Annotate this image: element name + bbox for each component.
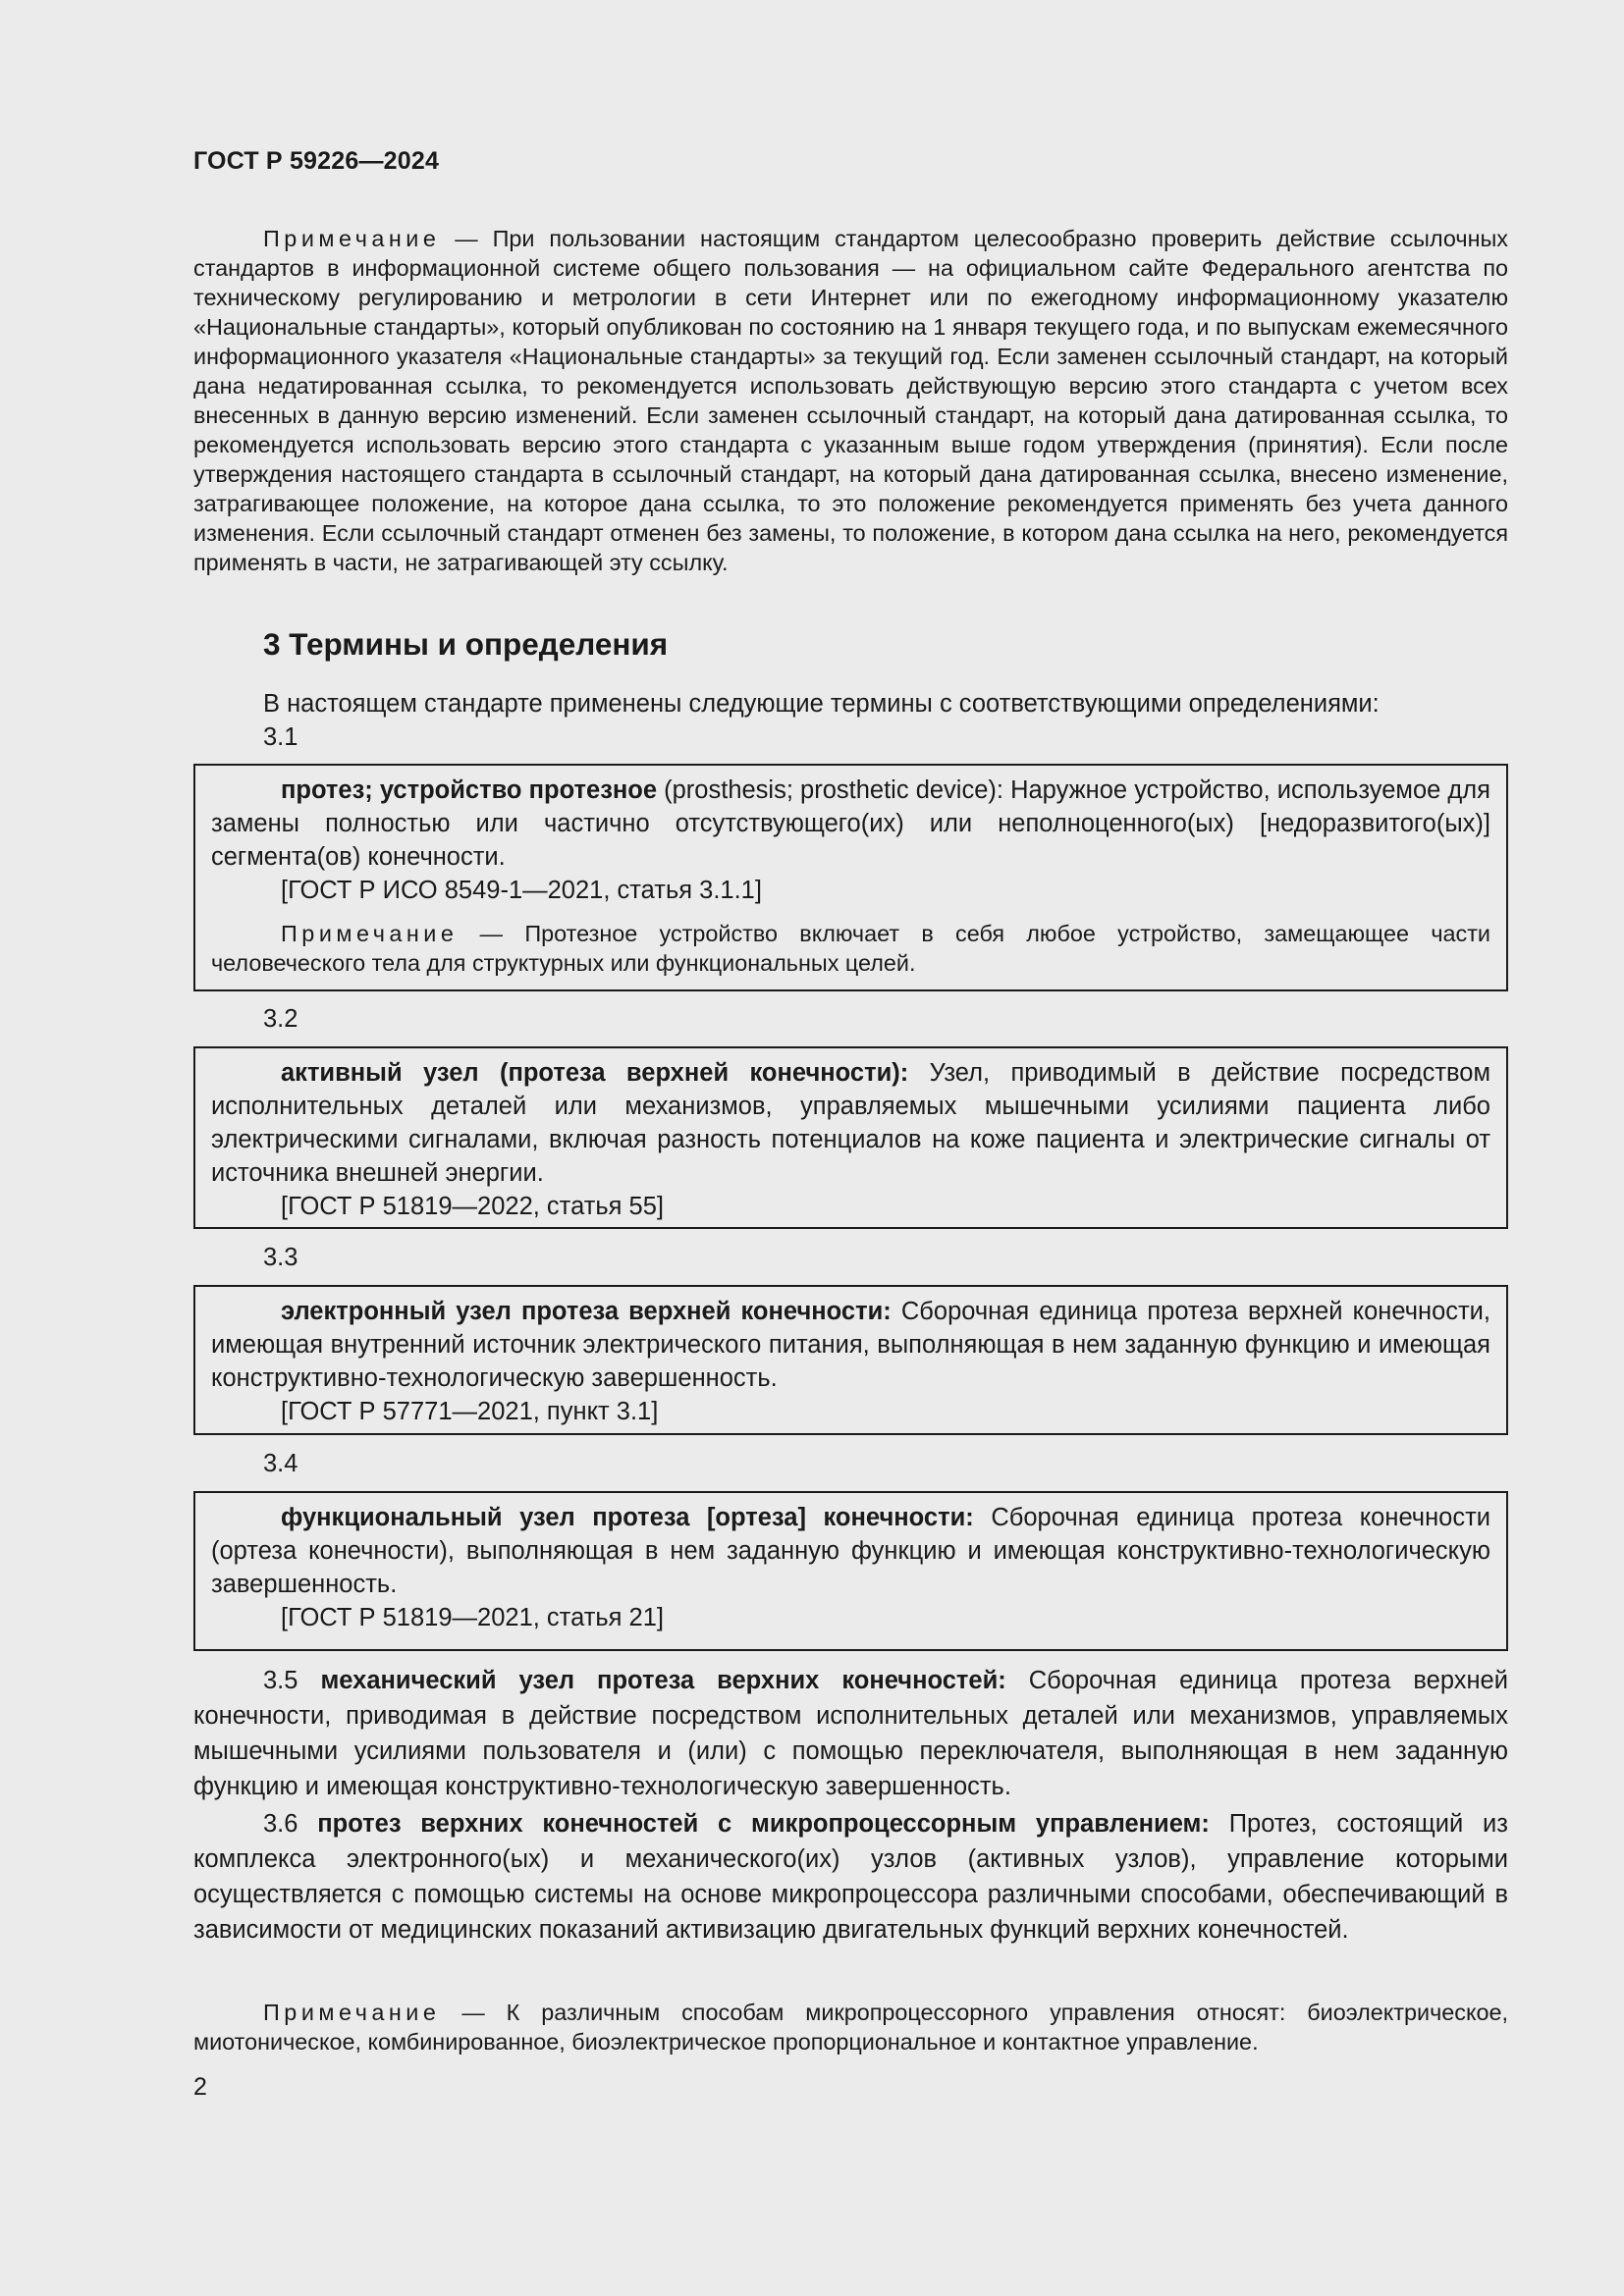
term-name: механический узел протеза верхних конечностей:: [320, 1667, 1006, 1694]
term-number: 3.6: [263, 1810, 298, 1838]
references-note: [193, 224, 1508, 577]
term-note: [211, 919, 1490, 978]
term-text: (prosthesis; prosthetic device): Наружное устройство, используемое для замены полностью или частично отсутствующего(их) или неполноценного(ых) [недоразвитого(ых)] сегмента(ов) конечности.: [211, 776, 1490, 871]
term-definition-box: [193, 1285, 1508, 1435]
term-definition-box: [193, 1491, 1508, 1651]
term-definition: [211, 774, 1490, 874]
term-name: функциональный узел протеза [ортеза] конечности:: [281, 1504, 974, 1531]
term-definition: [211, 1056, 1490, 1190]
term-source: [ГОСТ Р 57771—2021, пункт 3.1]: [281, 1398, 659, 1425]
term-text: Протез, состоящий из комплекса электронного(ых) и механического(их) узлов (активных узлов), управление которыми осуществляется с помощью системы на основе микропроцессора различными способами, обеспечивающий в зависимости от медицинских показаний активизацию двигательных функций верхних конечностей.: [193, 1810, 1508, 1944]
note-text: — Протезное устройство включает в себя любое устройство, замещающее части человеческого тела для структурных или функциональных целей.: [211, 921, 1490, 976]
term-definition: [211, 1295, 1490, 1395]
section-title: 3 Термины и определения: [263, 626, 669, 662]
term-name: протез; устройство протезное: [281, 776, 658, 804]
page-number: 2: [193, 2073, 207, 2101]
term-name: электронный узел протеза верхней конечности:: [281, 1298, 892, 1325]
term-definition-box: [193, 764, 1508, 991]
term-number: 3.3: [263, 1244, 298, 1271]
term-number: 3.5: [263, 1667, 298, 1694]
note-text: — При пользовании настоящим стандартом целесообразно проверить действие ссылочных стандартов в информационной системе общего пользования — на официальном сайте Федерального агентства по техническому регулированию и метрологии в сети Интернет или по ежегодному информационному указателю «Национальные стандарты», который опубликован по состоянию на 1 января текущего года, и по выпускам ежемесячного информационного указателя «Национальные стандарты» за текущий год. Если заменен ссылочный стандарт, на который дана недатированная ссылка, то рекомендуется использовать действующую версию этого стандарта с учетом всех внесенных в данную версию изменений. Если заменен ссылочный стандарт, на который дана датированная ссылка, то рекомендуется использовать версию этого стандарта с указанным выше годом утверждения (принятия). Если после утверждения настоящего стандарта в ссылочный стандарт, на который дана датированная ссылка, внесено изменение, затрагивающее положение, на которое дана ссылка, то это положение рекомендуется применять без учета данного изменения. Если ссылочный стандарт отменен без замены, то положение, в котором дана ссылка на него, рекомендуется применять в части, не затрагивающей эту ссылку.: [193, 226, 1508, 575]
term-definition-box: [193, 1046, 1508, 1229]
note-text: — К различным способам микропроцессорного управления относят: биоэлектрическое, миотоническое, комбинированное, биоэлектрическое пропорциональное и контактное управление.: [193, 2000, 1508, 2055]
term-source: [ГОСТ Р ИСО 8549-1—2021, статья 3.1.1]: [281, 877, 762, 904]
term-paragraph: [193, 1663, 1508, 1804]
note-label: Примечание: [281, 921, 459, 946]
term-number: 3.4: [263, 1450, 298, 1477]
term-text: Сборочная единица протеза верхней конечности, имеющая внутренний источник электрического питания, выполняющая в нем заданную функцию и имеющая конструктивно-технологическую завершенность.: [211, 1298, 1491, 1392]
term-name: протез верхних конечностей с микропроцессорным управлением:: [317, 1810, 1210, 1838]
term-name: активный узел (протеза верхней конечности):: [281, 1059, 909, 1087]
term-text: Сборочная единица протеза верхней конечности, приводимая в действие посредством исполнительных деталей или механизмов, управляемых мышечными усилиями пользователя и (или) с помощью переключателя, выполняющая в нем заданную функцию и имеющая конструктивно-технологическую завершенность.: [193, 1667, 1508, 1800]
term-definition: [211, 1501, 1490, 1601]
note-label: Примечание: [263, 226, 441, 251]
term-paragraph: [193, 1806, 1508, 1948]
term-source: [ГОСТ Р 51819—2021, статья 21]: [281, 1604, 664, 1631]
term-source: [ГОСТ Р 51819—2022, статья 55]: [281, 1193, 664, 1220]
term-text: Узел, приводимый в действие посредством исполнительных деталей или механизмов, управляемых мышечными усилиями пациента либо электрическими сигналами, включая разность потенциалов на коже пациента и электрические сигналы от источника внешней энергии.: [211, 1059, 1490, 1187]
term-number: 3.1: [263, 723, 298, 751]
document-header: ГОСТ Р 59226—2024: [193, 147, 440, 175]
note-label: Примечание: [263, 2000, 441, 2025]
term-number: 3.2: [263, 1005, 298, 1033]
term-text: Сборочная единица протеза конечности (ортеза конечности), выполняющая в нем заданную функцию и имеющая конструктивно-технологическую завершенность.: [211, 1504, 1491, 1598]
microprocessor-note: [193, 1998, 1508, 2056]
section-intro: В настоящем стандарте применены следующие термины с соответствующими определениями:: [263, 690, 1380, 718]
